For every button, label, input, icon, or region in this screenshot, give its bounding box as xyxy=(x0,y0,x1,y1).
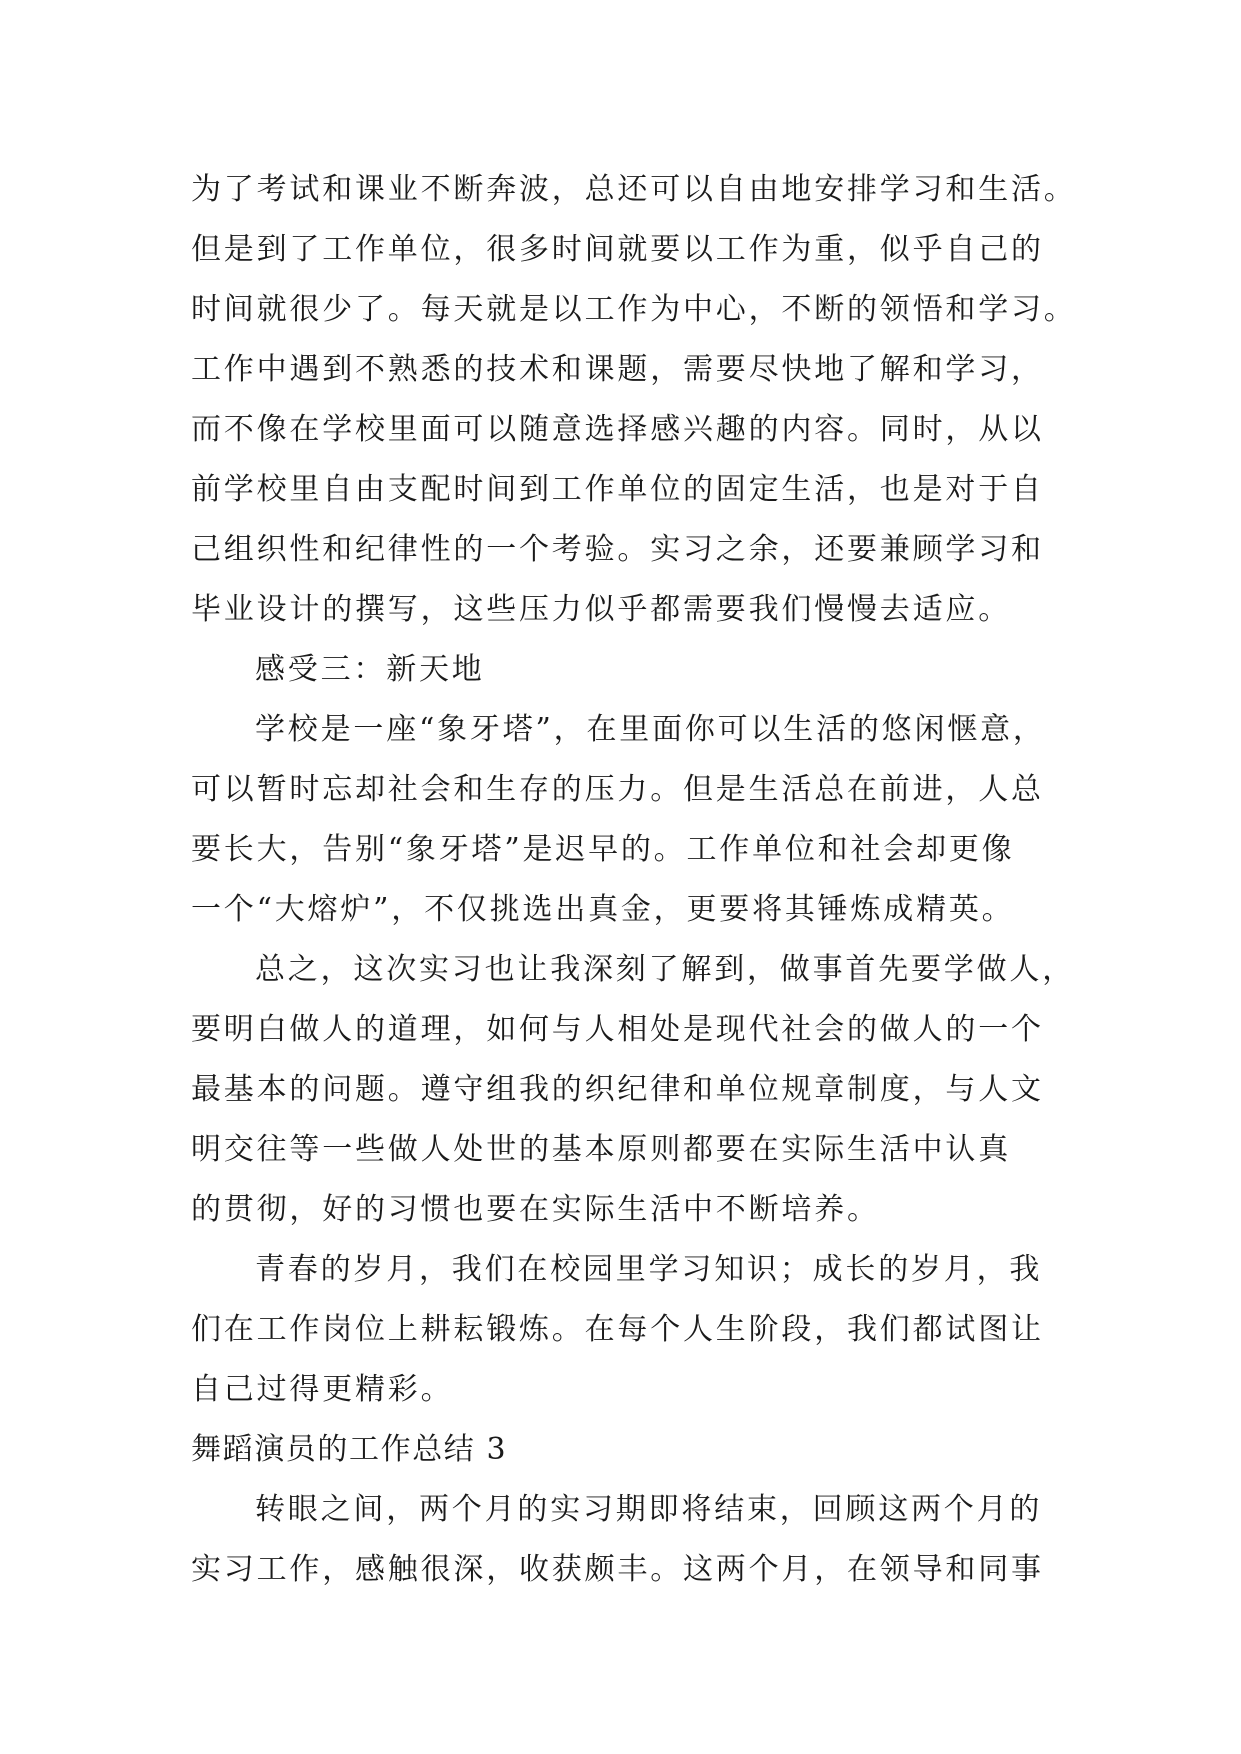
text-line: 工作中遇到不熟悉的技术和课题，需要尽快地了解和学习， xyxy=(191,352,1044,387)
text-line: 前学校里自由支配时间到工作单位的固定生活，也是对于自 xyxy=(191,472,1044,507)
text-line: 转眼之间，两个月的实习期即将结束，回顾这两个月的 xyxy=(255,1492,1043,1527)
text-line: 实习工作，感触很深，收获颇丰。这两个月，在领导和同事 xyxy=(191,1552,1044,1587)
text-line: 感受三：新天地 xyxy=(255,652,485,687)
text-line: 学校是一座“象牙塔”，在里面你可以生活的悠闲惬意， xyxy=(255,712,1046,747)
text-line: 为了考试和课业不断奔波，总还可以自由地安排学习和生活。 xyxy=(191,172,1077,207)
text-line: 最基本的问题。遵守组我的织纪律和单位规章制度，与人文 xyxy=(191,1072,1044,1107)
text-line: 自己过得更精彩。 xyxy=(191,1372,454,1407)
text-line: 可以暂时忘却社会和生存的压力。但是生活总在前进，人总 xyxy=(191,772,1044,807)
text-line: 明交往等一些做人处世的基本原则都要在实际生活中认真 xyxy=(191,1132,1011,1167)
text-line: 的贯彻，好的习惯也要在实际生活中不断培养。 xyxy=(191,1192,880,1227)
text-line: 而不像在学校里面可以随意选择感兴趣的内容。同时，从以 xyxy=(191,412,1044,447)
text-line: 青春的岁月，我们在校园里学习知识；成长的岁月，我 xyxy=(255,1252,1043,1287)
text-line: 们在工作岗位上耕耘锻炼。在每个人生阶段，我们都试图让 xyxy=(191,1312,1044,1347)
text-line: 要明白做人的道理，如何与人相处是现代社会的做人的一个 xyxy=(191,1012,1044,1047)
text-line: 毕业设计的撰写，这些压力似乎都需要我们慢慢去适应。 xyxy=(191,592,1011,627)
text-line: 要长大，告别“象牙塔”是迟早的。工作单位和社会却更像 xyxy=(191,832,1015,867)
document-body xyxy=(191,160,1091,1600)
text-line: 总之，这次实习也让我深刻了解到，做事首先要学做人， xyxy=(255,952,1075,987)
text-line: 时间就很少了。每天就是以工作为中心，不断的领悟和学习。 xyxy=(191,292,1077,327)
text-line: 但是到了工作单位，很多时间就要以工作为重，似乎自己的 xyxy=(191,232,1044,267)
text-line: 己组织性和纪律性的一个考验。实习之余，还要兼顾学习和 xyxy=(191,532,1044,567)
text-line: 一个“大熔炉”，不仅挑选出真金，更要将其锤炼成精英。 xyxy=(191,892,1015,927)
section-heading: 舞蹈演员的工作总结 3 xyxy=(191,1432,508,1467)
